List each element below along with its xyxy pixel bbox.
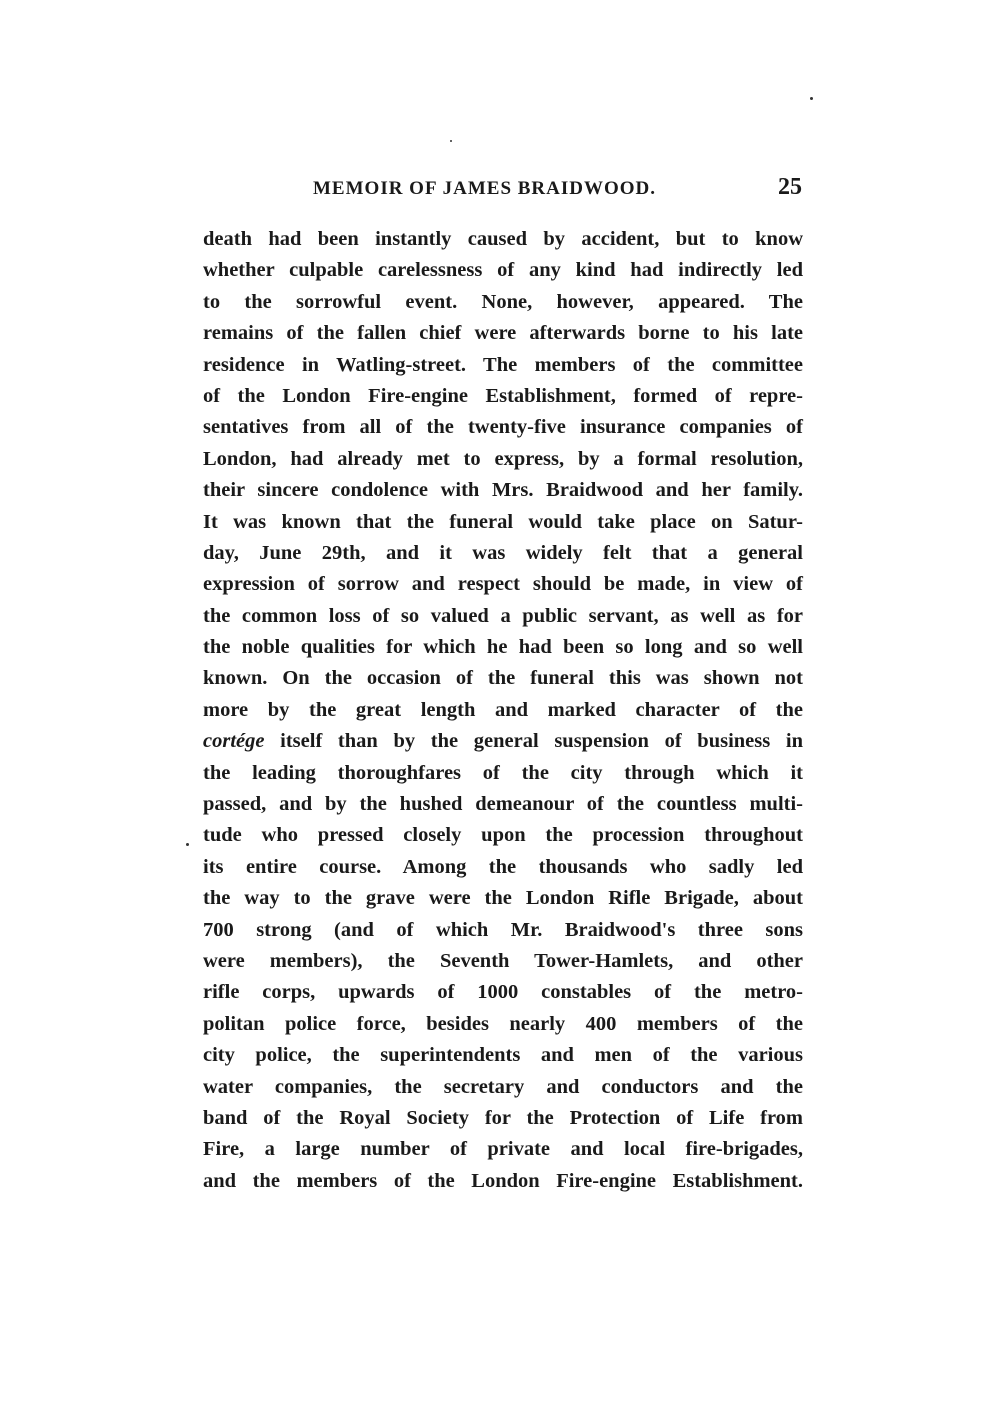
text-line: of the London Fire-engine Establishment, formed of repre-: [203, 384, 803, 407]
text-line: residence in Watling-street. The members of the committee: [203, 353, 803, 376]
text-line: Fire, a large number of private and local fire-brigades,: [203, 1138, 803, 1161]
text-line: It was known that the funeral would take place on Satur-: [203, 510, 803, 533]
text-line: politan police force, besides nearly 400 members of the: [203, 1012, 803, 1035]
print-speck: [810, 97, 813, 100]
print-speck: [450, 140, 452, 142]
text-line: the leading thoroughfares of the city through which it: [203, 761, 803, 784]
body-text: [203, 224, 803, 1197]
text-line: the common loss of so valued a public servant, as well as for: [203, 604, 803, 627]
text-line: the noble qualities for which he had been so long and so well: [203, 636, 803, 659]
print-speck: [186, 843, 189, 846]
text-line: were members), the Seventh Tower-Hamlets, and other: [203, 949, 803, 972]
text-line-with-italic: [203, 726, 803, 757]
text-line: water companies, the secretary and conductors and the: [203, 1075, 803, 1098]
italic-word: cortége: [203, 730, 265, 753]
text-line: to the sorrowful event. None, however, appeared. The: [203, 290, 803, 313]
text-line: band of the Royal Society for the Protection of Life from: [203, 1106, 803, 1129]
text-line: 700 strong (and of which Mr. Braidwood's three sons: [203, 918, 803, 941]
text-line: expression of sorrow and respect should be made, in view of: [203, 573, 803, 596]
text-line: their sincere condolence with Mrs. Braidwood and her family.: [203, 479, 803, 502]
text-line: known. On the occasion of the funeral this was shown not: [203, 667, 803, 690]
text-line: and the members of the London Fire-engine Establishment.: [203, 1169, 803, 1192]
text-line: London, had already met to express, by a formal resolution,: [203, 447, 803, 470]
text-line: tude who pressed closely upon the procession throughout: [203, 824, 803, 847]
text-line: more by the great length and marked character of the: [203, 698, 803, 721]
text-line: sentatives from all of the twenty-five insurance companies of: [203, 416, 803, 439]
text-line: remains of the fallen chief were afterwards borne to his late: [203, 322, 803, 345]
page-number: 25: [778, 174, 802, 200]
text-line: passed, and by the hushed demeanour of the countless multi-: [203, 793, 803, 816]
text-line: city police, the superintendents and men of the various: [203, 1044, 803, 1067]
running-head: [203, 174, 806, 204]
text-line: its entire course. Among the thousands who sadly led: [203, 855, 803, 878]
text-line: whether culpable carelessness of any kind had indirectly led: [203, 259, 803, 282]
text-line: rifle corps, upwards of 1000 constables of the metro-: [203, 981, 803, 1004]
text-line: day, June 29th, and it was widely felt that a general: [203, 541, 803, 564]
text-fragment: itself than by the general suspension of business in: [264, 730, 803, 753]
text-line: death had been instantly caused by accident, but to know: [203, 228, 803, 250]
running-title: MEMOIR OF JAMES BRAIDWOOD.: [313, 178, 657, 199]
text-line: the way to the grave were the London Rifle Brigade, about: [203, 887, 803, 910]
